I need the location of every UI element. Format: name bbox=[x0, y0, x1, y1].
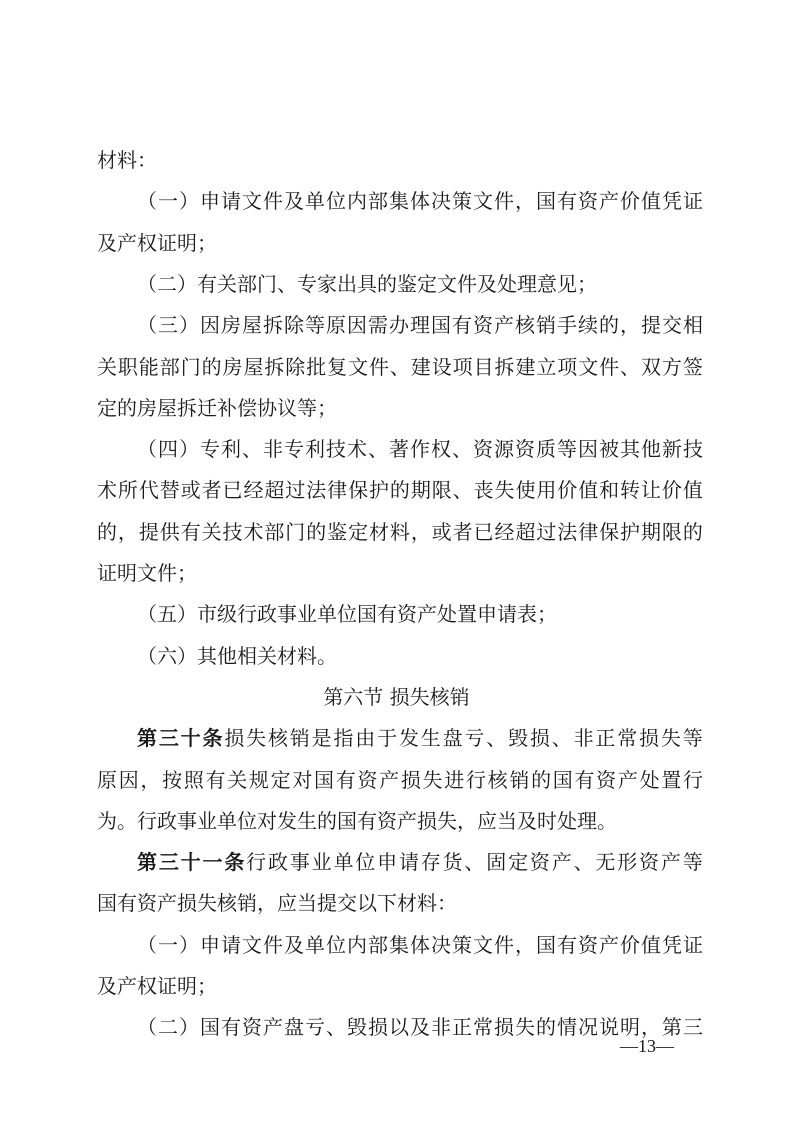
text-line: 及产权证明； bbox=[97, 231, 217, 255]
text-line: 证明文件； bbox=[97, 561, 197, 585]
text-line: 原 因 ， 按 照 有 关 规 定 对 国 有 资 产 损 失 进 行 核 销 的 国 有 资 产 处 置 行 bbox=[97, 768, 703, 792]
page-number: —13— bbox=[620, 1036, 674, 1056]
text-line: （ 二 ） 国 有 资 产 盘 亏 、 毁 损 以 及 非 正 常 损 失 的 情 况 说 明 ， 第 三 bbox=[137, 1015, 703, 1039]
text-line: （六）其他相关材料。 bbox=[137, 644, 337, 668]
text-line: 国有资产损失核销，应当提交以下材料： bbox=[97, 891, 457, 915]
text-line: （ 三 ） 因 房 屋 拆 除 等 原 因 需 办 理 国 有 资 产 核 销 手 续 的 ， 提 交 相 bbox=[137, 313, 703, 337]
section-heading: 第六节 损失核销 bbox=[323, 685, 470, 709]
text-line: 关 职 能 部 门 的 房 屋 拆 除 批 复 文 件 、 建 设 项 目 拆 建 立 项 文 件 、 双 方 签 bbox=[97, 355, 703, 379]
text-line: 的 ， 提 供 有 关 技 术 部 门 的 鉴 定 材 料 ， 或 者 已 经 超 过 法 律 保 护 期 限 的 bbox=[97, 520, 703, 544]
text-line: 第 三 十 一 条 行 政 事 业 单 位 申 请 存 货 、 固 定 资 产 、 无 形 资 产 等 bbox=[137, 850, 703, 874]
text-line: （ 四 ） 专 利 、 非 专 利 技 术 、 著 作 权 、 资 源 资 质 等 因 被 其 他 新 技 bbox=[137, 437, 703, 461]
text-line: 为。行政事业单位对发生的国有资产损失，应当及时处理。 bbox=[97, 809, 617, 833]
text-line: 术 所 代 替 或 者 已 经 超 过 法 律 保 护 的 期 限 、 丧 失 使 用 价 值 和 转 让 价 值 bbox=[97, 478, 703, 502]
text-line: 第 三 十 条 损 失 核 销 是 指 由 于 发 生 盘 亏 、 毁 损 、 非 正 常 损 失 等 bbox=[137, 726, 703, 750]
text-line: （二）有关部门、专家出具的鉴定文件及处理意见； bbox=[137, 272, 597, 296]
text-line: （ 一 ） 申 请 文 件 及 单 位 内 部 集 体 决 策 文 件 ， 国 有 资 产 价 值 凭 证 bbox=[137, 933, 703, 957]
text-line: （ 一 ） 申 请 文 件 及 单 位 内 部 集 体 决 策 文 件 ， 国 有 资 产 价 值 凭 证 bbox=[137, 189, 703, 213]
text-line: 及产权证明； bbox=[97, 974, 217, 998]
text-line: 定的房屋拆迁补偿协议等； bbox=[97, 396, 337, 420]
text-line: 材料： bbox=[97, 148, 157, 172]
text-line: （五）市级行政事业单位国有资产处置申请表； bbox=[137, 602, 557, 626]
